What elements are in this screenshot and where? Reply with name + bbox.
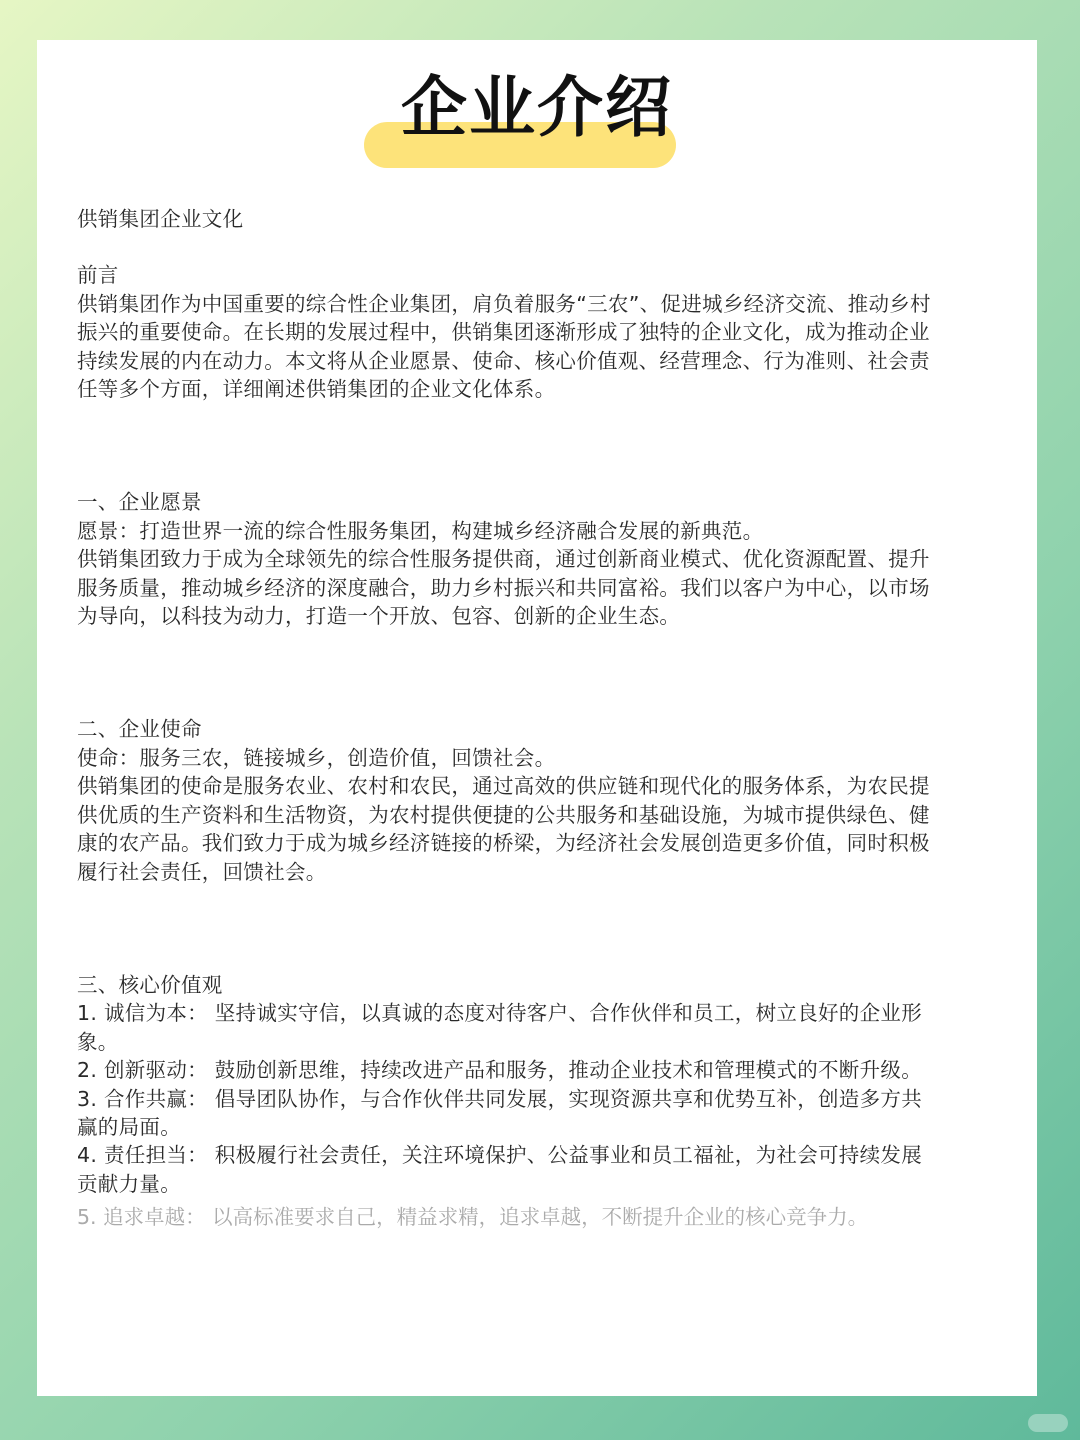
mission-heading: 二、企业使命 <box>77 717 202 742</box>
values-heading: 三、核心价值观 <box>77 972 223 997</box>
preface-body: 供销集团作为中国重要的综合性企业集团，肩负着服务“三农”、促进城乡经济交流、推动乡村振兴的重要使命。在长期的发展过程中，供销集团逐渐形成了独特的企业文化，成为推动企业持续发展的内在动力。本文将从企业愿景、使命、核心价值观、经营理念、行为准则、社会责任等多个方面，详细阐述供销集团的企业文化体系。 <box>77 291 931 402</box>
values-item: 4. 责任担当： 积极履行社会责任，关注环境保护、公益事业和员工福祉，为社会可持续发展贡献力量。 <box>77 1143 922 1196</box>
vision-heading: 一、企业愿景 <box>77 490 202 515</box>
section-spacer <box>77 630 939 715</box>
preface-heading: 前言 <box>77 263 119 288</box>
section-spacer <box>77 886 939 971</box>
vision-summary: 愿景：打造世界一流的综合性服务集团，构建城乡经济融合发展的新典范。 <box>77 518 764 543</box>
vision-body: 供销集团致力于成为全球领先的综合性服务提供商，通过创新商业模式、优化资源配置、提升服务质量，推动城乡经济的深度融合，助力乡村振兴和共同富裕。我们以客户为中心，以市场为导向，以科技为动力，打造一个开放、包容、创新的企业生态。 <box>77 547 930 629</box>
values-item: 1. 诚信为本： 坚持诚实守信，以真诚的态度对待客户、合作伙伴和员工，树立良好的企业形象。 <box>77 1001 922 1054</box>
values-item: 2. 创新驱动： 鼓励创新思维，持续改进产品和服务，推动企业技术和管理模式的不断升级。 <box>77 1058 922 1083</box>
watermark <box>1028 1414 1068 1432</box>
document-body <box>77 205 939 1198</box>
values-item: 3. 合作共赢： 倡导团队协作，与合作伙伴共同发展，实现资源共享和优势互补，创造多方共赢的局面。 <box>77 1086 922 1139</box>
truncated-line-text: 5. 追求卓越： 以高标准要求自己，精益求精，追求卓越，不断提升企业的核心竞争力。 <box>77 1205 869 1229</box>
mission-summary: 使命：服务三农，链接城乡，创造价值，回馈社会。 <box>77 745 556 770</box>
title-banner <box>37 62 1037 162</box>
document-title: 供销集团企业文化 <box>77 207 244 231</box>
page-title: 企业介绍 <box>401 69 673 146</box>
mission-body: 供销集团的使命是服务农业、农村和农民，通过高效的供应链和现代化的服务体系，为农民提供优质的生产资料和生活物资，为农村提供便捷的公共服务和基础设施，为城市提供绿色、健康的农产品。我们致力于成为城乡经济链接的桥梁，为经济社会发展创造更多价值，同时积极履行社会责任，回馈社会。 <box>77 774 930 884</box>
section-spacer <box>77 403 939 488</box>
truncated-line <box>77 1205 939 1229</box>
